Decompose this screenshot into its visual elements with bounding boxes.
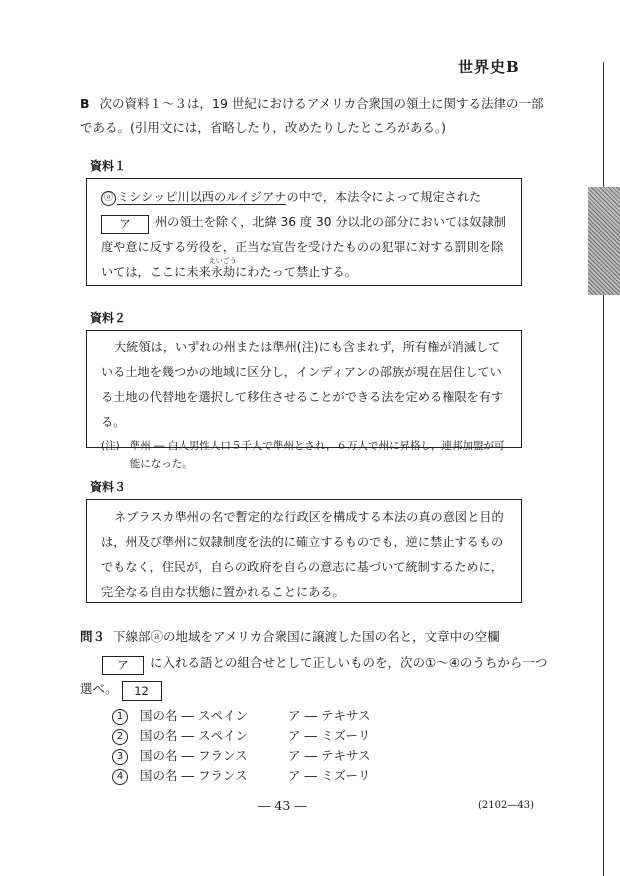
intro-text: 次の資料１～３は，19 世紀におけるアメリカ合衆国の領土に関する法律の一部である。(引用文には，省略したり，改めたりしたところがある。) bbox=[80, 96, 544, 135]
doc1-blank-a: ア bbox=[101, 215, 149, 234]
circle-a-mark: ⓐ bbox=[101, 191, 116, 206]
section-mark: B bbox=[80, 96, 90, 111]
doc1-ruby-text: えいごう bbox=[208, 257, 237, 265]
option-country: 国の名 ― フランス bbox=[140, 748, 248, 763]
option-country: 国の名 ― スペイン bbox=[140, 708, 248, 723]
doc1-underlined-text: ミシシッピ川以西のルイジアナ bbox=[117, 190, 287, 204]
option-number: 2 bbox=[112, 729, 128, 745]
intro-paragraph bbox=[80, 92, 550, 140]
option-country: 国の名 ― フランス bbox=[140, 768, 248, 783]
doc1-box bbox=[86, 178, 522, 286]
option-term: ア ― テキサス bbox=[288, 748, 371, 763]
doc1-text-b: 州の領土を除く，北緯 36 度 30 分以北の部分においては奴隷制度や意に反する労役を，正当な宣告を受けたものの犯罪に対する罰則を除いては，ここに未来 bbox=[101, 215, 506, 279]
option-number: 4 bbox=[112, 769, 128, 785]
option-number: 1 bbox=[112, 709, 128, 725]
option-term: ア ― ミズーリ bbox=[288, 768, 371, 783]
question-text-b: に入れる語との組合せとして正しいものを，次の①～④のうちから一つ選べ。 bbox=[80, 655, 548, 696]
question-number: 問３ bbox=[80, 629, 106, 644]
doc1-ruby-base: 永劫 bbox=[210, 265, 236, 279]
answer-number-box: 12 bbox=[122, 681, 162, 701]
option-country: 国の名 ― スペイン bbox=[140, 728, 248, 743]
doc2-note-mark: (注) bbox=[101, 440, 120, 452]
doc2-box bbox=[86, 330, 522, 470]
option-term: ア ― テキサス bbox=[288, 708, 371, 723]
option-number: 3 bbox=[112, 749, 128, 765]
doc2-note bbox=[101, 437, 511, 473]
option-term: ア ― ミズーリ bbox=[288, 728, 371, 743]
doc2-note-text: 準州 ― 白人男性人口５千人で準州とされ，６万人で州に昇格し，連邦加盟が可能になった。 bbox=[129, 440, 505, 470]
page-right-rule bbox=[603, 62, 604, 876]
option-3[interactable] bbox=[112, 746, 370, 766]
option-1[interactable] bbox=[112, 706, 370, 726]
page-code: (2102―43) bbox=[478, 800, 534, 811]
doc3-text: ネブラスカ準州の名で暫定的な行政区を構成する本法の真の意図と目的は，州及び準州に奴隷制度を法的に確立するものでも，逆に禁止するものでもなく，住民が，自らの政府を自らの意志に基づいて統制するために，完全なる自由な状態に置かれることにある。 bbox=[101, 510, 504, 599]
doc3-label: 資料３ bbox=[90, 480, 127, 494]
doc1-text-c: にわたって禁止する。 bbox=[235, 265, 357, 279]
doc3-box bbox=[86, 499, 522, 603]
doc1-label: 資料１ bbox=[90, 159, 127, 173]
answer-options bbox=[112, 706, 370, 786]
question-text-a: 下線部ⓐの地域をアメリカ合衆国に譲渡した国の名と，文章中の空欄 bbox=[113, 629, 500, 644]
doc2-text: 大統領は，いずれの州または準州(注)にも含まれず，所有権が消滅している土地を幾つかの地域に区分し，インディアンの部族が現在居住している土地の代替地を選択して移住させることができる法を定める権限を有する。 bbox=[101, 340, 504, 429]
section-index-tab bbox=[588, 187, 620, 295]
doc2-label: 資料２ bbox=[90, 311, 127, 325]
subject-title: 世界史B bbox=[458, 58, 520, 76]
doc1-text bbox=[101, 185, 511, 285]
question-blank: ア bbox=[102, 656, 144, 675]
page-number: ― 43 ― bbox=[258, 798, 307, 813]
option-2[interactable] bbox=[112, 726, 370, 746]
doc1-text-a: の中で，本法令によって規定された bbox=[286, 190, 482, 204]
question bbox=[80, 624, 550, 702]
doc1-ruby-word bbox=[208, 257, 237, 285]
option-4[interactable] bbox=[112, 766, 370, 786]
